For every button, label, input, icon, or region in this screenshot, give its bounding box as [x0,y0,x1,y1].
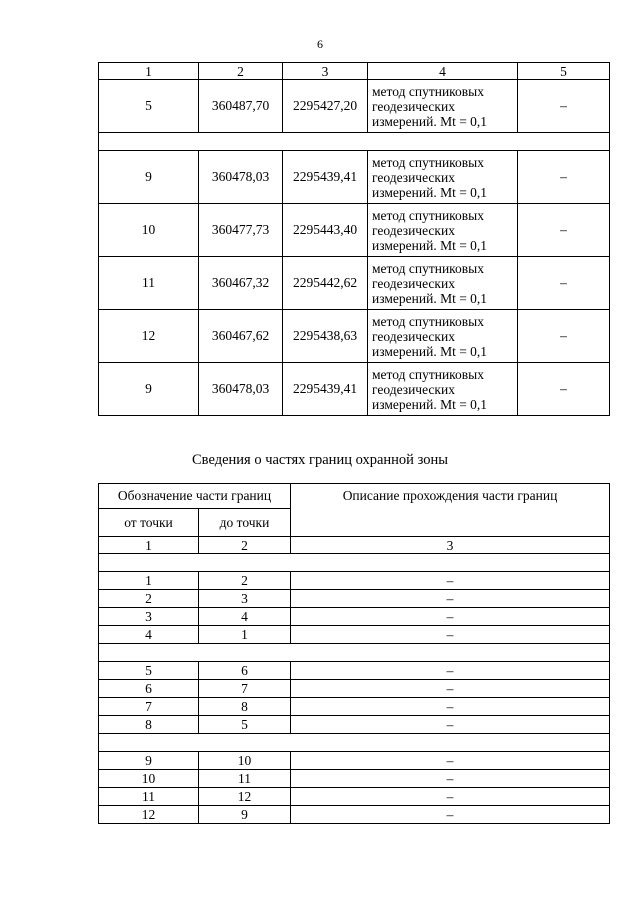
separator-cell [99,133,610,151]
method-line: измерений. Mt = 0,1 [372,343,488,359]
column-number: 5 [518,63,610,80]
to-point: 2 [199,572,291,590]
x-coordinate: 360478,03 [199,363,283,416]
from-point: 5 [99,662,199,680]
from-point: 7 [99,698,199,716]
to-point: 4 [199,608,291,626]
column-number: 2 [199,537,291,554]
method-description [368,80,518,133]
separator-row [99,734,610,752]
to-point: 10 [199,752,291,770]
table-row [99,363,610,416]
part-description: – [291,680,610,698]
to-point: 6 [199,662,291,680]
point-number: 12 [99,310,199,363]
header-to-point: до точки [199,509,291,537]
method-line: измерений. Mt = 0,1 [372,184,488,200]
method-line: геодезических [372,328,455,344]
table-row [99,204,610,257]
part-description: – [291,590,610,608]
coordinates-table [98,62,610,416]
table-row [99,626,610,644]
header-description: Описание прохождения части границ [291,484,610,537]
from-point: 4 [99,626,199,644]
method-line: геодезических [372,169,455,185]
part-description: – [291,626,610,644]
table-row [99,151,610,204]
part-description: – [291,716,610,734]
method-line: геодезических [372,381,455,397]
table-row [99,806,610,824]
column-number: 3 [283,63,368,80]
method-line: геодезических [372,222,455,238]
note: – [518,80,610,133]
column-number-row [99,63,610,80]
from-point: 11 [99,788,199,806]
table-row [99,752,610,770]
y-coordinate: 2295439,41 [283,363,368,416]
method-line: измерений. Mt = 0,1 [372,113,488,129]
note: – [518,151,610,204]
page-number: 6 [317,37,323,51]
part-description: – [291,662,610,680]
from-point: 6 [99,680,199,698]
note: – [518,204,610,257]
column-number: 4 [368,63,518,80]
column-number-row [99,537,610,554]
x-coordinate: 360477,73 [199,204,283,257]
note: – [518,363,610,416]
column-number: 1 [99,537,199,554]
table-row [99,698,610,716]
point-number: 11 [99,257,199,310]
method-line: метод спутниковых [372,207,484,223]
x-coordinate: 360467,32 [199,257,283,310]
part-description: – [291,752,610,770]
table-row [99,680,610,698]
part-description: – [291,806,610,824]
table-row [99,590,610,608]
y-coordinate: 2295443,40 [283,204,368,257]
from-point: 2 [99,590,199,608]
separator-cell [99,644,610,662]
boundary-parts-table [98,483,610,824]
note: – [518,257,610,310]
table-row [99,80,610,133]
table-row [99,257,610,310]
y-coordinate: 2295427,20 [283,80,368,133]
point-number: 9 [99,151,199,204]
table-row [99,770,610,788]
method-line: метод спутниковых [372,260,484,276]
x-coordinate: 360487,70 [199,80,283,133]
method-line: геодезических [372,98,455,114]
table-row [99,608,610,626]
method-description [368,310,518,363]
column-number: 3 [291,537,610,554]
part-description: – [291,572,610,590]
point-number: 10 [99,204,199,257]
method-line: измерений. Mt = 0,1 [372,290,488,306]
to-point: 9 [199,806,291,824]
to-point: 7 [199,680,291,698]
to-point: 12 [199,788,291,806]
point-number: 5 [99,80,199,133]
to-point: 11 [199,770,291,788]
column-number: 1 [99,63,199,80]
from-point: 12 [99,806,199,824]
from-point: 8 [99,716,199,734]
point-number: 9 [99,363,199,416]
header-boundary-part-designation: Обозначение части границ [99,484,291,509]
separator-cell [99,734,610,752]
method-line: геодезических [372,275,455,291]
y-coordinate: 2295442,62 [283,257,368,310]
to-point: 5 [199,716,291,734]
column-number: 2 [199,63,283,80]
part-description: – [291,788,610,806]
method-line: метод спутниковых [372,83,484,99]
to-point: 1 [199,626,291,644]
method-description [368,257,518,310]
method-line: измерений. Mt = 0,1 [372,237,488,253]
method-line: метод спутниковых [372,366,484,382]
method-line: метод спутниковых [372,154,484,170]
header-from-point: от точки [99,509,199,537]
x-coordinate: 360478,03 [199,151,283,204]
section-title: Сведения о частях границ охранной зоны [192,452,448,468]
method-line: измерений. Mt = 0,1 [372,396,488,412]
table-row [99,572,610,590]
x-coordinate: 360467,62 [199,310,283,363]
from-point: 9 [99,752,199,770]
part-description: – [291,608,610,626]
to-point: 8 [199,698,291,716]
from-point: 3 [99,608,199,626]
y-coordinate: 2295439,41 [283,151,368,204]
from-point: 10 [99,770,199,788]
part-description: – [291,770,610,788]
part-description: – [291,698,610,716]
note: – [518,310,610,363]
method-description [368,204,518,257]
table-row [99,662,610,680]
from-point: 1 [99,572,199,590]
method-description [368,151,518,204]
to-point: 3 [199,590,291,608]
table-row [99,310,610,363]
table-row [99,716,610,734]
y-coordinate: 2295438,63 [283,310,368,363]
separator-cell [99,554,610,572]
method-line: метод спутниковых [372,313,484,329]
method-description [368,363,518,416]
separator-row [99,133,610,151]
separator-row [99,554,610,572]
table-row [99,788,610,806]
separator-row [99,644,610,662]
